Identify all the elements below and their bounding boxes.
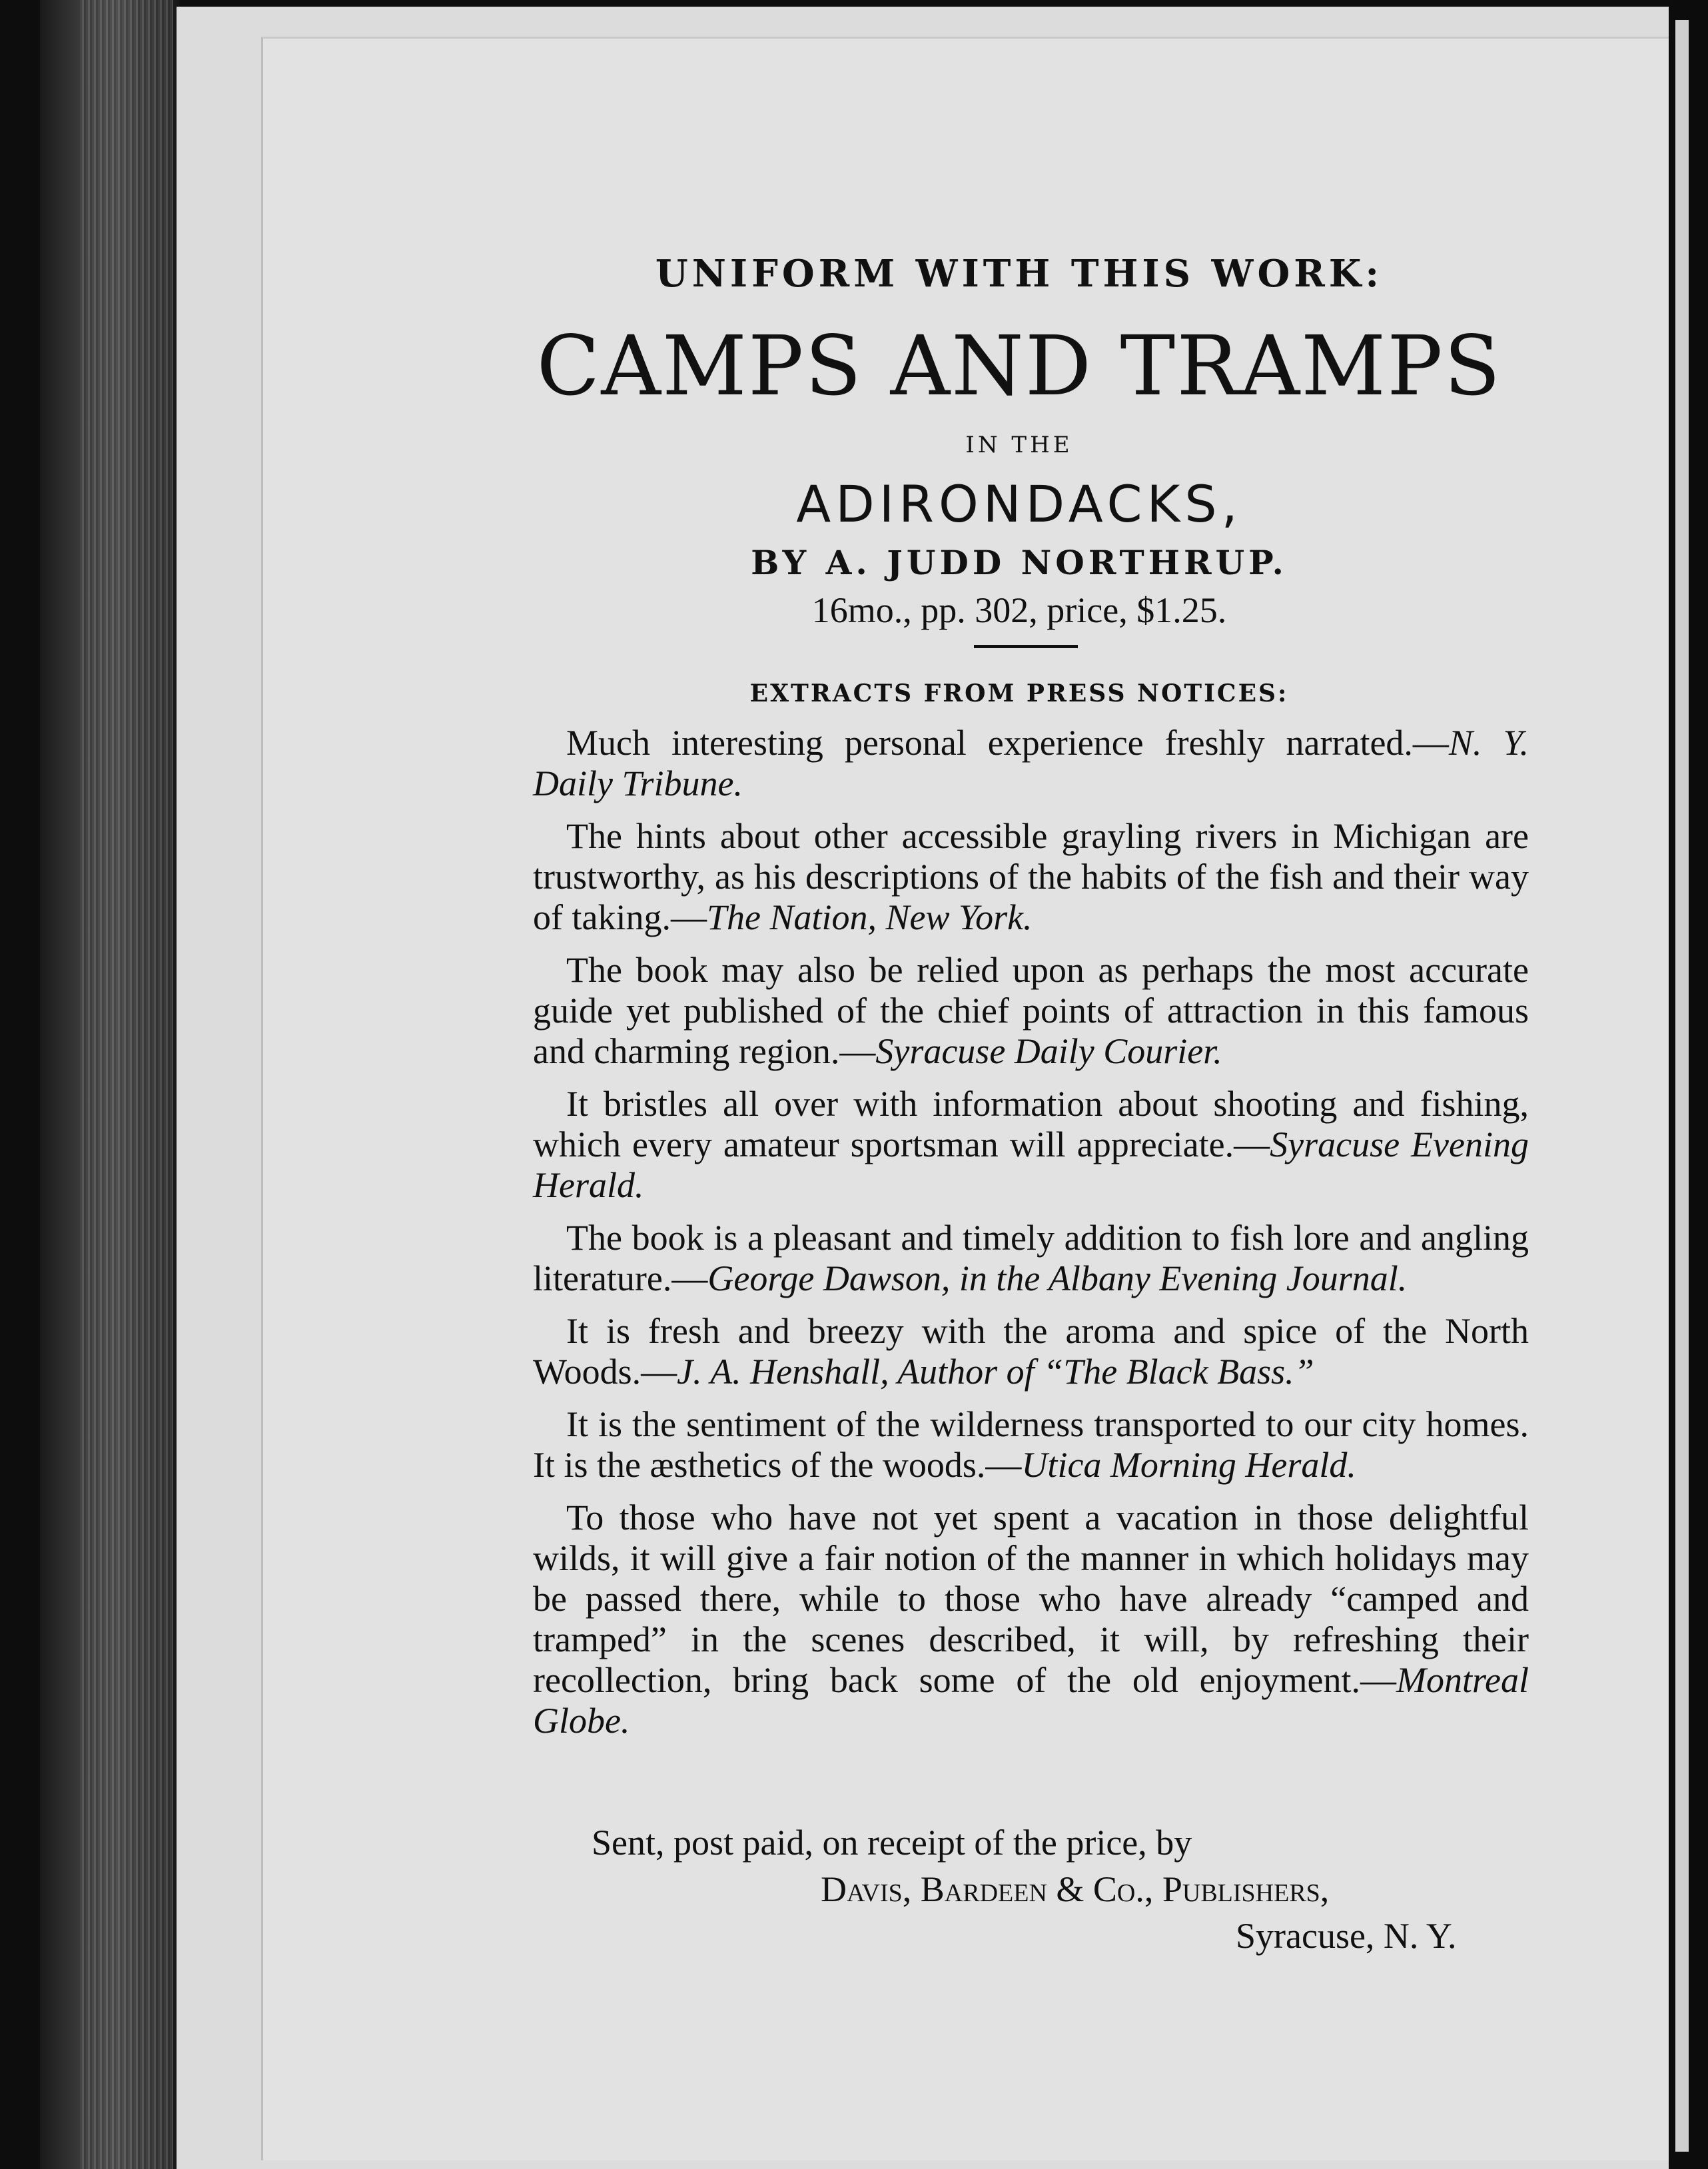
- publisher-name: Davis, Bardeen & Co., Publishers,: [821, 1869, 1330, 1909]
- book-details: 16mo., pp. 302, price, $1.25.: [811, 590, 1227, 630]
- press-notice: It is fresh and breezy with the aroma and spice of the North Woods.—J. A. Henshall, Author of “The Black Bass.”: [533, 1311, 1529, 1392]
- notice-source: N. Y. Daily Tribune.: [533, 723, 1529, 803]
- notice-source: Utica Morning Herald.: [1021, 1445, 1356, 1485]
- divider-rule: [974, 645, 1078, 648]
- press-notice: The book may also be relied upon as perhaps the most accurate guide yet published of the chief points of attraction in this famous and charming region.—Syracuse Daily Courier.: [533, 950, 1529, 1071]
- press-notice: It bristles all over with information about shooting and fishing, which every amateur sportsman will appreciate.—Syracuse Evening Herald.: [533, 1084, 1529, 1205]
- extracts-heading: EXTRACTS FROM PRESS NOTICES:: [749, 679, 1289, 707]
- notice-source: Montreal Globe.: [533, 1660, 1529, 1741]
- notice-source: J. A. Henshall, Author of “The Black Bass.”: [677, 1352, 1314, 1392]
- press-notice: Much interesting personal experience freshly narrated.—N. Y. Daily Tribune.: [533, 723, 1529, 803]
- book-title: CAMPS AND TRAMPS: [536, 318, 1502, 414]
- press-notice: The book is a pleasant and timely addition to fish lore and angling literature.—George Dawson, in the Albany Evening Journal.: [533, 1218, 1529, 1298]
- publisher-city: Syracuse, N. Y.: [1236, 1916, 1457, 1956]
- press-notices: [533, 723, 1529, 1753]
- order-note: Sent, post paid, on receipt of the price, by: [592, 1823, 1192, 1863]
- notice-source: The Nation, New York.: [706, 897, 1033, 937]
- press-notice: To those who have not yet spent a vacation in those delightful wilds, it will give a fair notion of the manner in which holidays may be passed there, while to those who have already “camped and tramped” in the scenes described, it will, by refreshing their recollection, bring back some of the old enjoyment.—Montreal Globe.: [533, 1498, 1529, 1741]
- notice-source: Syracuse Evening Herald.: [533, 1124, 1529, 1205]
- title-connector: IN THE: [965, 432, 1073, 458]
- press-notice: It is the sentiment of the wilderness transported to our city homes. It is the æsthetics of the woods.—Utica Morning Herald.: [533, 1404, 1529, 1485]
- book-subtitle: ADIRONDACKS,: [796, 474, 1242, 534]
- notice-source: Syracuse Daily Courier.: [875, 1031, 1222, 1071]
- header-uniform: UNIFORM WITH THIS WORK:: [655, 252, 1384, 296]
- author-byline: BY A. JUDD NORTHRUP.: [751, 543, 1288, 582]
- press-notice: The hints about other accessible grayling rivers in Michigan are trustworthy, as his descriptions of the habits of the fish and their way of taking.—The Nation, New York.: [533, 816, 1529, 937]
- notice-source: George Dawson, in the Albany Evening Journal.: [707, 1258, 1408, 1298]
